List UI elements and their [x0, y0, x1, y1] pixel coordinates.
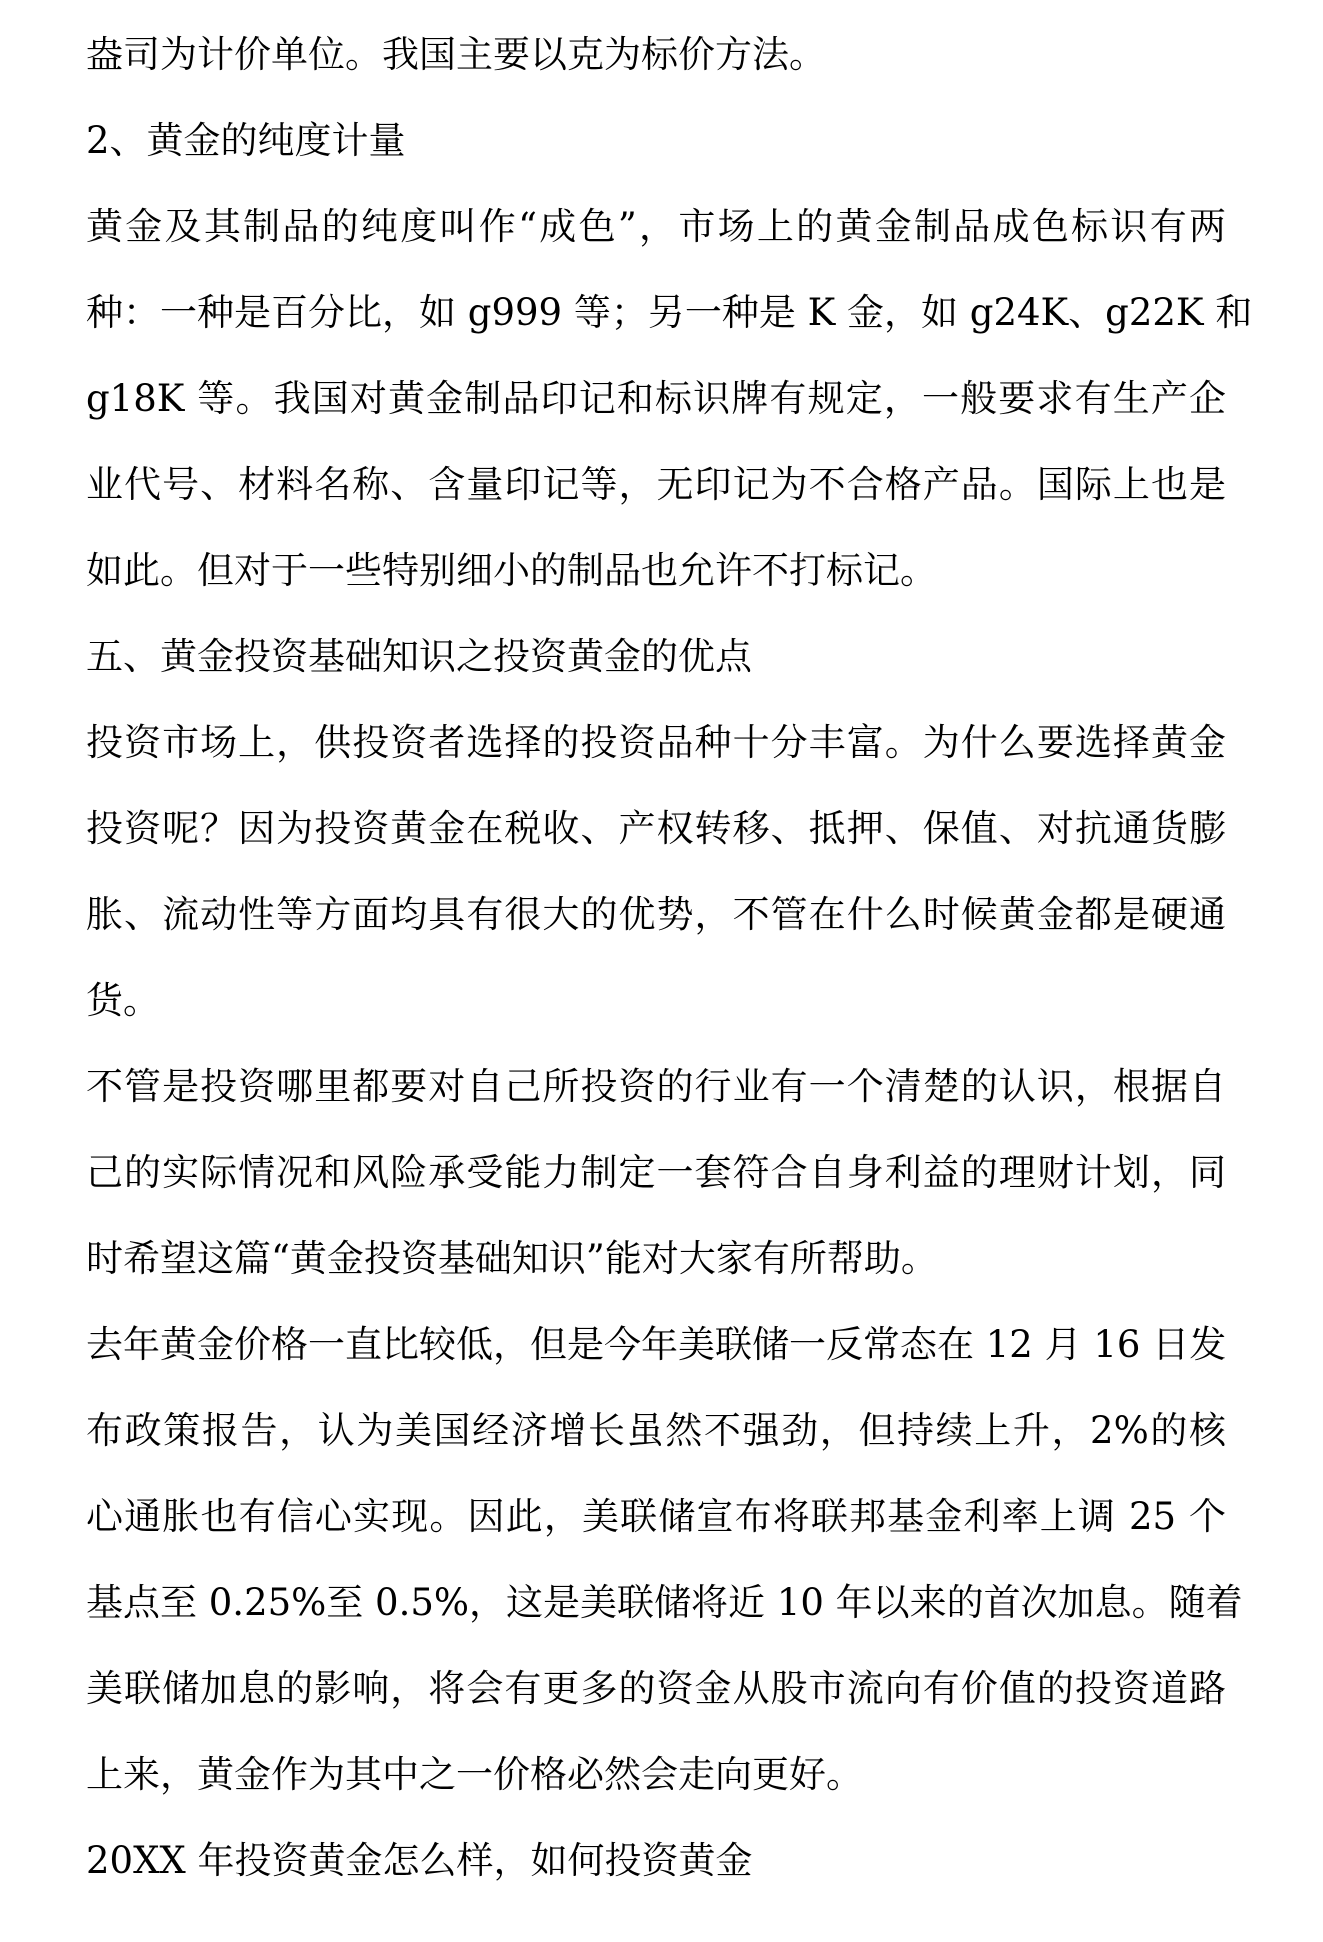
- text-line: 投资呢？因为投资黄金在税收、产权转移、抵押、保值、对抗通货膨: [86, 807, 1226, 850]
- text-line: 投资市场上，供投资者选择的投资品种十分丰富。为什么要选择黄金: [86, 721, 1226, 764]
- text-line: 基点至 0.25%至 0.5%，这是美联储将近 10 年以来的首次加息。随着: [86, 1581, 1243, 1624]
- text-line: 如此。但对于一些特别细小的制品也允许不打标记。: [86, 549, 937, 592]
- text-line: g18K 等。我国对黄金制品印记和标识牌有规定，一般要求有生产企: [86, 377, 1226, 420]
- text-line: 上来，黄金作为其中之一价格必然会走向更好。: [86, 1753, 863, 1796]
- text-line: 黄金及其制品的纯度叫作“成色”，市场上的黄金制品成色标识有两: [86, 205, 1226, 248]
- text-line: 不管是投资哪里都要对自己所投资的行业有一个清楚的认识，根据自: [86, 1065, 1226, 1108]
- text-line: 时希望这篇“黄金投资基础知识”能对大家有所帮助。: [86, 1237, 938, 1280]
- text-line: 己的实际情况和风险承受能力制定一套符合自身利益的理财计划，同: [86, 1151, 1226, 1194]
- text-line: 胀、流动性等方面均具有很大的优势，不管在什么时候黄金都是硬通: [86, 893, 1226, 936]
- text-line: 心通胀也有信心实现。因此，美联储宣布将联邦基金利率上调 25 个: [86, 1495, 1226, 1538]
- text-line: 种：一种是百分比，如 g999 等；另一种是 K 金，如 g24K、g22K 和: [86, 291, 1253, 334]
- text-line: 五、黄金投资基础知识之投资黄金的优点: [86, 635, 752, 678]
- text-line: 盎司为计价单位。我国主要以克为标价方法。: [86, 33, 826, 76]
- text-line: 货。: [86, 979, 160, 1022]
- text-line: 2、黄金的纯度计量: [86, 119, 406, 162]
- text-line: 美联储加息的影响，将会有更多的资金从股市流向有价值的投资道路: [86, 1667, 1226, 1710]
- text-line: 20XX 年投资黄金怎么样，如何投资黄金: [86, 1839, 753, 1882]
- text-line: 布政策报告，认为美国经济增长虽然不强劲，但持续上升，2%的核: [86, 1409, 1226, 1452]
- text-line: 去年黄金价格一直比较低，但是今年美联储一反常态在 12 月 16 日发: [86, 1323, 1227, 1366]
- text-line: 业代号、材料名称、含量印记等，无印记为不合格产品。国际上也是: [86, 463, 1226, 506]
- document-body: [86, 12, 1253, 1904]
